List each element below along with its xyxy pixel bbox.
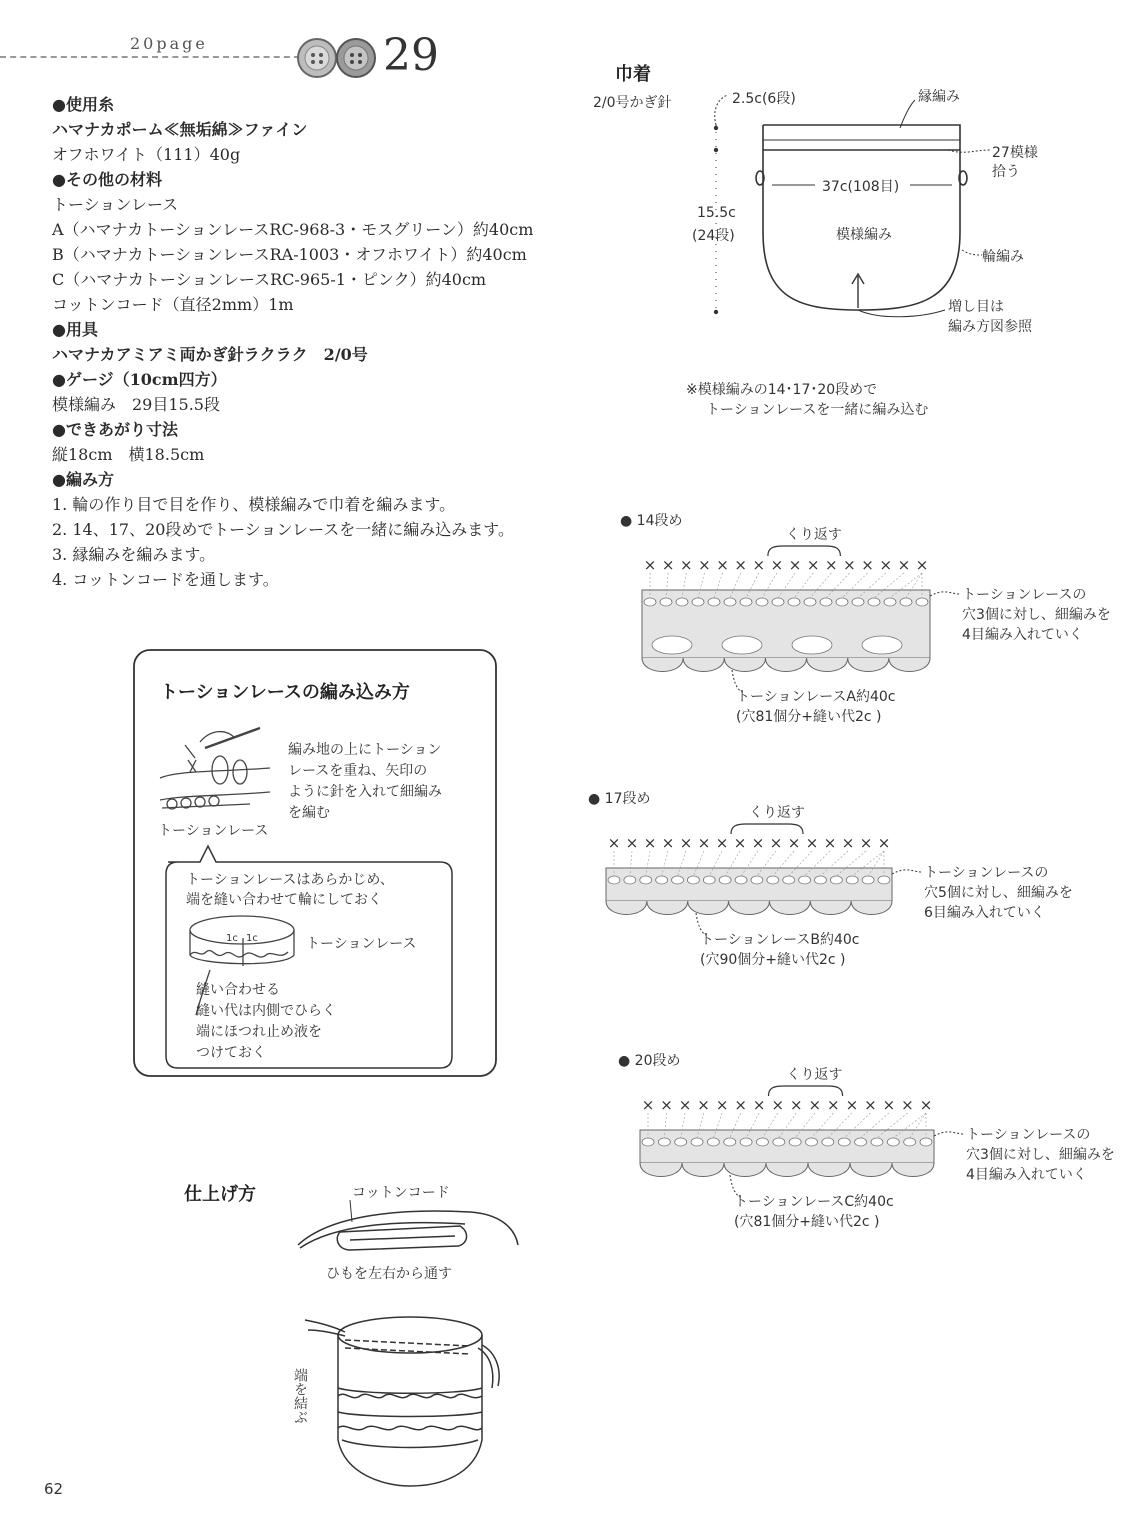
- single-crochet-mark: ×: [805, 834, 819, 852]
- increase-label-2: 編み方図参照: [948, 319, 1032, 335]
- single-crochet-mark: ×: [882, 1096, 896, 1114]
- spec-line: トーションレース: [52, 195, 179, 214]
- spec-line: ハマナカポーム≪無垢綿≫ファイン: [52, 120, 308, 139]
- single-crochet-mark: ×: [919, 1096, 933, 1114]
- single-crochet-mark: ×: [607, 834, 621, 852]
- bag-note-2: トーションレースを一緒に編み込む: [706, 402, 929, 418]
- spec-line: コットンコード（直径2mm）1m: [52, 295, 294, 314]
- text-line: 編み地の上にトーション: [288, 742, 442, 758]
- single-crochet-mark: ×: [734, 556, 747, 574]
- pickup-label-2: 拾う: [992, 164, 1020, 180]
- single-crochet-mark: ×: [734, 1096, 747, 1114]
- text-line: つけておく: [196, 1045, 266, 1061]
- spec-line: 4. コットンコードを通します。: [52, 570, 279, 589]
- pattern-number: 29: [383, 30, 439, 81]
- lace-spec-2: (穴81個分+縫い代2c ): [734, 1214, 880, 1230]
- text-line: ように針を入れて細編み: [288, 784, 442, 800]
- single-crochet-mark: ×: [877, 834, 891, 852]
- spec-line: ●使用糸: [52, 95, 114, 114]
- lace-description-2: 穴3個に対し、細編みを: [962, 607, 1111, 623]
- text-line: 端にほつれ止め液を: [196, 1024, 322, 1040]
- lace-description-3: 4目編み入れていく: [962, 627, 1083, 643]
- finish-title: 仕上げ方: [184, 1184, 256, 1205]
- thread-instruction: ひもを左右から通す: [326, 1266, 452, 1282]
- spec-line: 3. 縁編みを編みます。: [52, 545, 216, 564]
- single-crochet-mark: ×: [915, 556, 929, 574]
- single-crochet-mark: ×: [827, 1096, 840, 1114]
- howto-lace-label: トーションレース: [158, 823, 269, 839]
- single-crochet-mark: ×: [715, 834, 729, 852]
- single-crochet-mark: ×: [825, 556, 838, 574]
- spec-line: A（ハマナカトーションレースRC-968-3・モスグリーン）約40cm: [52, 220, 534, 239]
- single-crochet-mark: ×: [751, 834, 765, 852]
- single-crochet-mark: ×: [787, 834, 801, 852]
- seam-allowance-2: 1c: [246, 933, 258, 944]
- spec-line: 2. 14、17、20段めでトーションレースを一緒に編み込みます。: [52, 520, 514, 539]
- single-crochet-mark: ×: [641, 1096, 655, 1114]
- lace-description: トーションレースの: [962, 587, 1087, 603]
- row-label: ● 17段め: [588, 791, 651, 807]
- lace-spec: トーションレースC約40c: [734, 1194, 894, 1210]
- single-crochet-mark: ×: [643, 834, 657, 852]
- lace-spec-2: (穴81個分+縫い代2c ): [736, 709, 882, 725]
- increase-label: 増し目は: [948, 299, 1004, 315]
- page-number: 62: [44, 1480, 64, 1498]
- height-rows: (24段): [692, 228, 735, 244]
- spec-line: 模様編み 29目15.5段: [52, 395, 220, 414]
- hook-size: 2/0号かぎ針: [593, 95, 672, 111]
- seam-allowance: 1c: [226, 933, 238, 944]
- ring-label: トーションレース: [306, 936, 417, 952]
- single-crochet-mark: ×: [697, 1096, 710, 1114]
- repeat-label: くり返す: [786, 1067, 843, 1083]
- spec-line: ●その他の材料: [52, 170, 162, 189]
- text-line: レースを重ね、矢印の: [288, 763, 428, 779]
- lace-spec: トーションレースB約40c: [700, 932, 860, 948]
- single-crochet-mark: ×: [808, 1096, 822, 1114]
- single-crochet-mark: ×: [697, 834, 711, 852]
- lace-description-3: 4目編み入れていく: [966, 1167, 1087, 1183]
- single-crochet-mark: ×: [901, 1096, 914, 1114]
- single-crochet-mark: ×: [841, 834, 855, 852]
- single-crochet-mark: ×: [769, 834, 783, 852]
- top-dimension: 2.5c(6段): [732, 91, 796, 107]
- spec-line: 1. 輪の作り目で目を作り、模様編みで巾着を編みます。: [52, 495, 456, 514]
- text-line: 縫い代は内側でひらく: [196, 1003, 336, 1019]
- edge-label: 縁編み: [918, 89, 960, 105]
- repeat-label: くり返す: [785, 527, 842, 543]
- single-crochet-mark: ×: [643, 556, 657, 574]
- single-crochet-mark: ×: [789, 1096, 803, 1114]
- single-crochet-mark: ×: [716, 556, 729, 574]
- single-crochet-mark: ×: [752, 1096, 766, 1114]
- pattern-label: 模様編み: [836, 227, 892, 243]
- single-crochet-mark: ×: [845, 1096, 859, 1114]
- howto-title: トーションレースの編み込み方: [160, 682, 410, 703]
- single-crochet-mark: ×: [861, 556, 874, 574]
- single-crochet-mark: ×: [679, 834, 693, 852]
- single-crochet-mark: ×: [864, 1096, 877, 1114]
- row-label: ● 14段め: [620, 513, 683, 529]
- single-crochet-mark: ×: [678, 1096, 692, 1114]
- tie-instruction: 端を結ぶ: [292, 1368, 308, 1424]
- single-crochet-mark: ×: [661, 834, 675, 852]
- single-crochet-mark: ×: [661, 556, 675, 574]
- single-crochet-mark: ×: [698, 556, 711, 574]
- lace-description: トーションレースの: [966, 1127, 1091, 1143]
- spec-line: ●編み方: [52, 470, 114, 489]
- single-crochet-mark: ×: [859, 834, 873, 852]
- round-label: 輪編み: [982, 249, 1024, 265]
- cord-label: コットンコード: [352, 1185, 450, 1201]
- single-crochet-mark: ×: [879, 556, 893, 574]
- lace-description-3: 6目編み入れていく: [924, 905, 1045, 921]
- lace-spec-2: (穴90個分+縫い代2c ): [700, 952, 846, 968]
- single-crochet-mark: ×: [897, 556, 911, 574]
- single-crochet-mark: ×: [715, 1096, 729, 1114]
- single-crochet-mark: ×: [752, 556, 766, 574]
- spec-line: ハマナカアミアミ両かぎ針ラクラク 2/0号: [52, 345, 368, 364]
- single-crochet-mark: ×: [660, 1096, 673, 1114]
- single-crochet-mark: ×: [679, 556, 693, 574]
- spec-line: 縦18cm 横18.5cm: [52, 445, 205, 464]
- lace-description: トーションレースの: [924, 865, 1049, 881]
- pickup-label: 27模様: [992, 145, 1038, 161]
- page-word: 20page: [130, 34, 208, 53]
- single-crochet-mark: ×: [788, 556, 802, 574]
- single-crochet-mark: ×: [823, 834, 837, 852]
- text-line: を編む: [288, 805, 330, 821]
- text-line: 縫い合わせる: [196, 982, 280, 998]
- bag-note: ※模様編みの14･17･20段めで: [686, 382, 878, 398]
- bag-title: 巾着: [615, 64, 651, 85]
- spec-line: ●ゲージ（10cm四方）: [52, 370, 227, 389]
- lace-description-2: 穴3個に対し、細編みを: [966, 1147, 1115, 1163]
- height-label: 15.5c: [697, 205, 736, 221]
- spec-line: オフホワイト（111）40g: [52, 145, 241, 164]
- single-crochet-mark: ×: [771, 1096, 785, 1114]
- spec-line: B（ハマナカトーションレースRA-1003・オフホワイト）約40cm: [52, 245, 527, 264]
- single-crochet-mark: ×: [770, 556, 784, 574]
- spec-line: ●できあがり寸法: [52, 420, 178, 439]
- width-label: 37c(108目): [822, 179, 900, 195]
- bubble-text: トーションレースはあらかじめ、: [186, 872, 394, 888]
- row-label: ● 20段め: [618, 1053, 681, 1069]
- single-crochet-mark: ×: [625, 834, 639, 852]
- spec-line: C（ハマナカトーションレースRC-965-1・ピンク）約40cm: [52, 270, 487, 289]
- single-crochet-mark: ×: [806, 556, 820, 574]
- repeat-label: くり返す: [749, 805, 805, 821]
- lace-description-2: 穴5個に対し、細編みを: [924, 885, 1073, 901]
- bubble-text-2: 端を縫い合わせて輪にしておく: [186, 892, 382, 908]
- spec-line: ●用具: [52, 320, 98, 339]
- single-crochet-mark: ×: [843, 556, 856, 574]
- single-crochet-mark: ×: [733, 834, 747, 852]
- lace-spec: トーションレースA約40c: [736, 689, 896, 705]
